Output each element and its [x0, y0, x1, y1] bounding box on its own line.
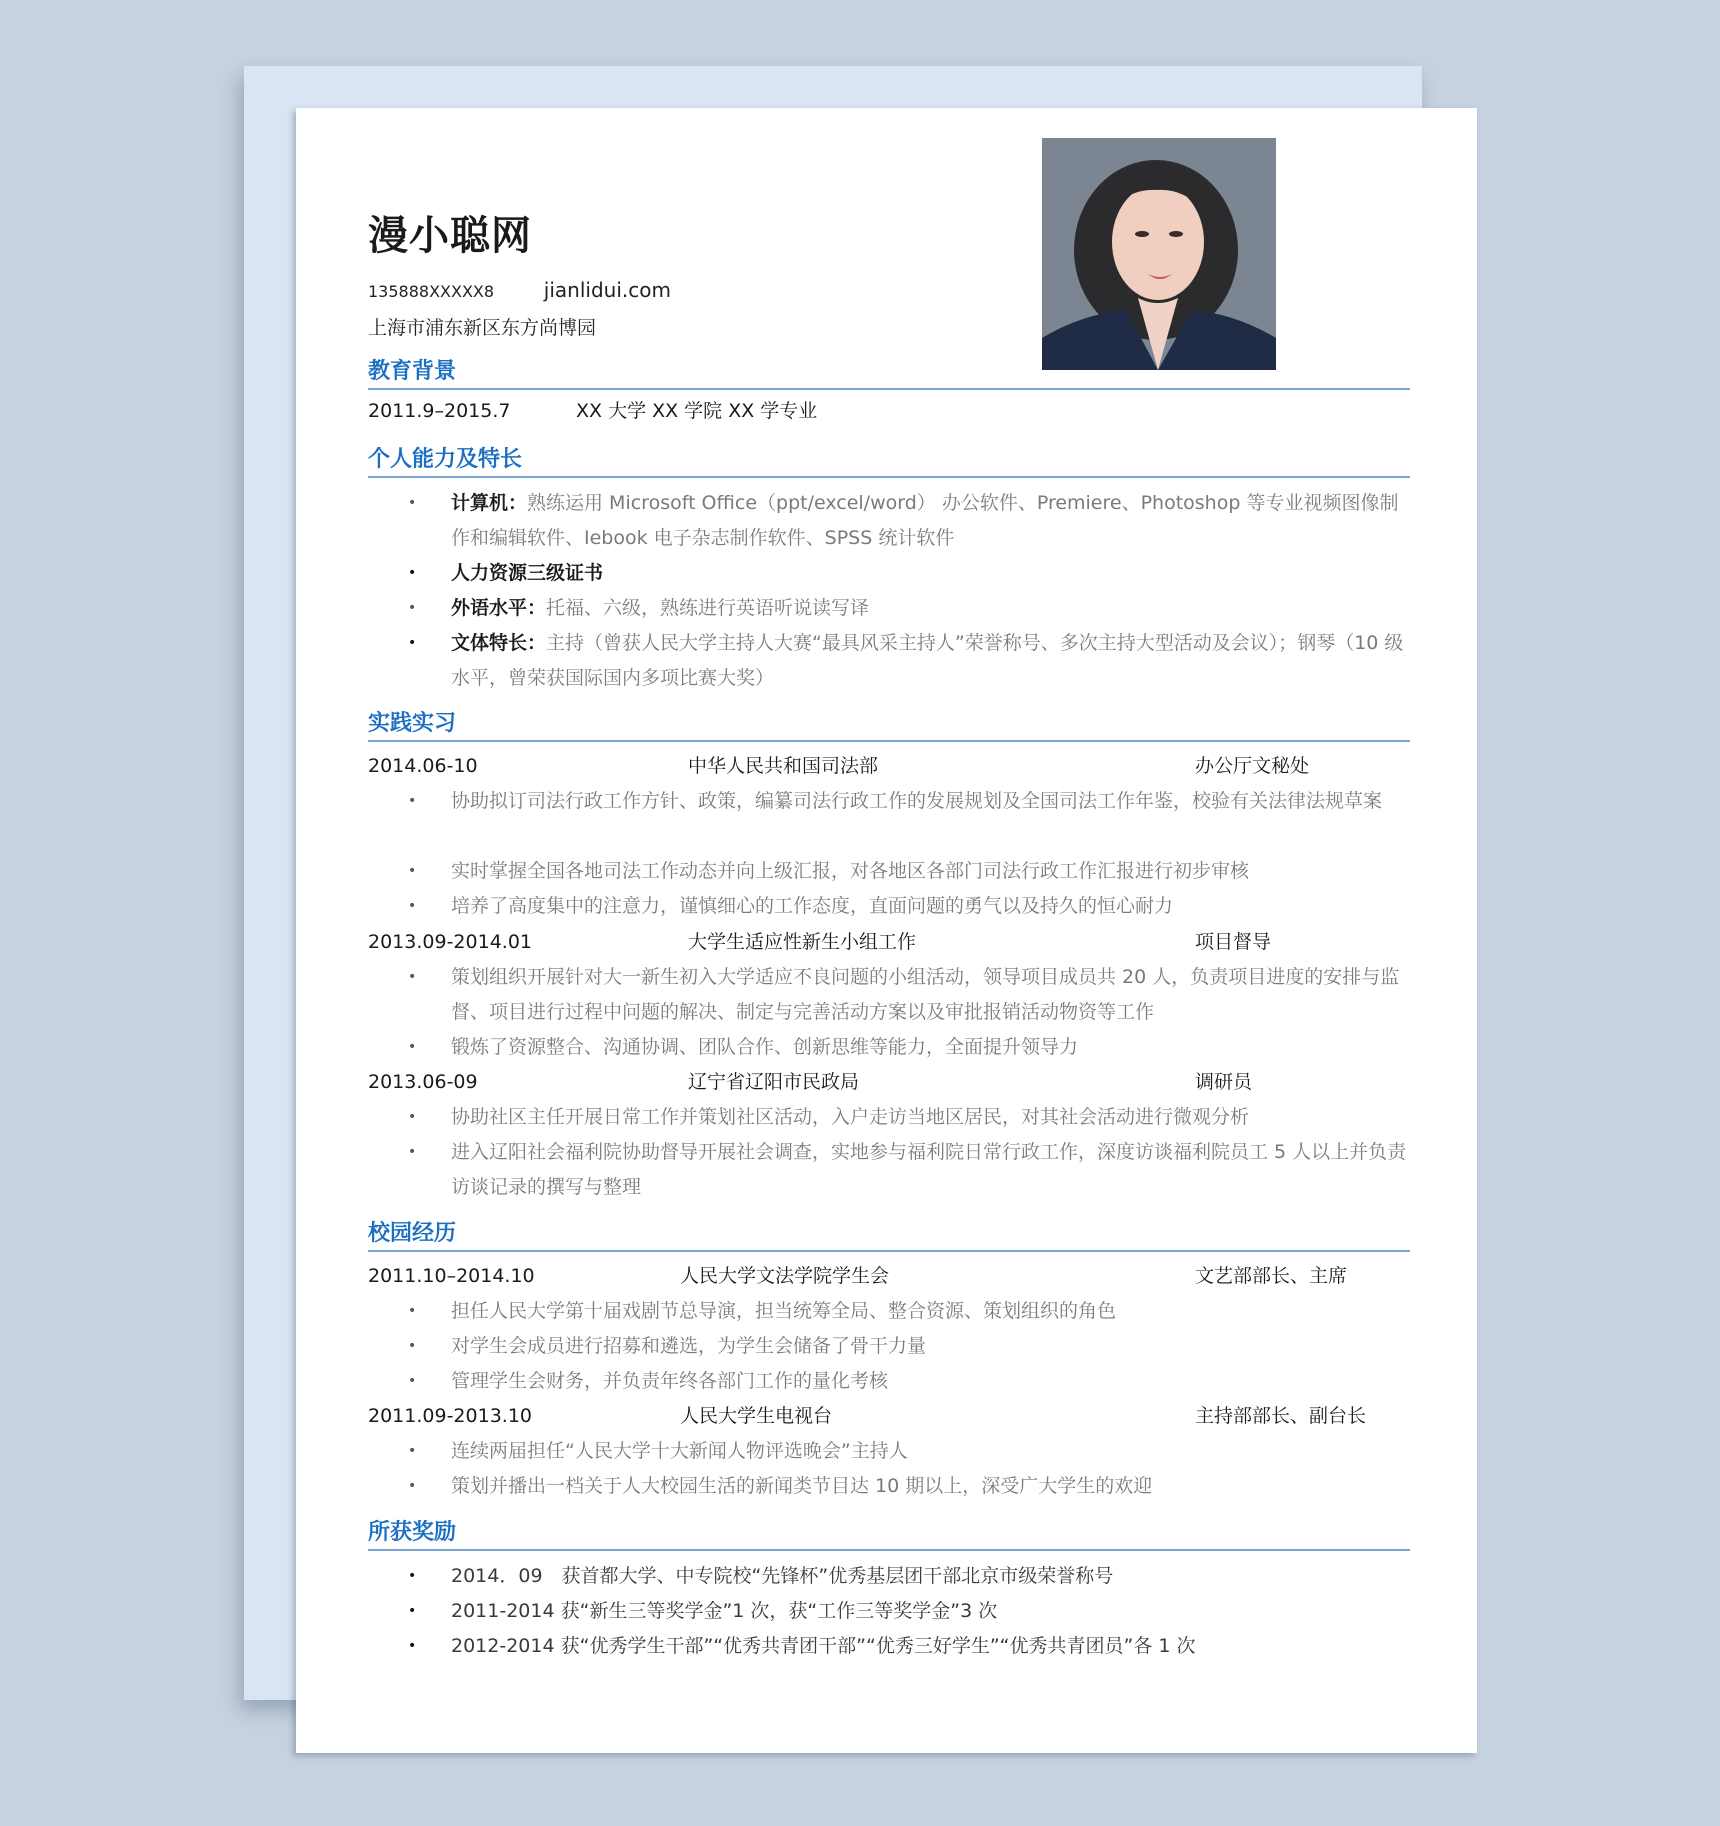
bullet-icon: • [408, 1638, 417, 1654]
entry-date: 2013.09-2014.01 [368, 931, 532, 953]
portrait-image [1042, 138, 1276, 370]
bullet-icon: • [408, 1338, 417, 1354]
entry-org: 辽宁省辽阳市民政局 [688, 1071, 860, 1093]
education-date: 2011.9–2015.7 [368, 400, 511, 422]
bullet-icon: • [408, 1443, 417, 1459]
bullet-icon: • [408, 565, 417, 581]
entry-date: 2011.09-2013.10 [368, 1405, 532, 1427]
profile-photo [1042, 138, 1276, 370]
bullet-icon: • [408, 1478, 417, 1494]
bullet-icon: • [408, 1303, 417, 1319]
address: 上海市浦东新区东方尚博园 [368, 317, 597, 339]
section-title-skills: 个人能力及特长 [368, 446, 1410, 478]
bullet-icon: • [408, 1603, 417, 1619]
section-title-practice: 实践实习 [368, 710, 1410, 742]
education-school: XX 大学 XX 学院 XX 学专业 [576, 400, 818, 422]
entry-role: 文艺部部长、主席 [1195, 1265, 1348, 1287]
entry-date: 2013.06-09 [368, 1071, 478, 1093]
bullet-icon: • [408, 1568, 417, 1584]
entry-role: 调研员 [1195, 1071, 1253, 1093]
bullet-icon: • [408, 793, 417, 809]
entry-date: 2014.06-10 [368, 755, 478, 777]
entry-org: 人民大学文法学院学生会 [680, 1265, 890, 1287]
section-title-awards: 所获奖励 [368, 1519, 1410, 1551]
candidate-name: 漫小聪网 [368, 213, 532, 259]
skill-text: 托福、六级，熟练进行英语听说读写译 [546, 597, 870, 619]
resume-page: 漫小聪网 135888XXXXX8 jianlidui.com 上海市浦东新区东方尚博园 教育背景 2011.9–2015.7 XX 大学 XX 学院 XX 学专业 个人能力及特长 • 计算机：熟练运用 Microsoft Office（ppt/excel/word） 办公软件、Premiere、Photoshop 等专业视频图像制作和编辑软件、Iebook 电子杂志制作软件、SPSS 统计软件 • 人力资源三级证书 • 外语水平：托福、六级，熟练进行英语听说读写译 • 文体特长：主持（曾获人民大学主持人大赛“最具风采主持人”荣誉称号、多次主持大型活动及会议）；钢琴（10 级水平，曾荣获国际国内多项比赛大奖） 实践实习 2014.06-10 中华人民共和国司法部 办公厅文秘处 • 协助拟订司法行政工作方针、政策，编纂司法行政工作的发展规划及全国司法工作年鉴，校验有关法律法规草案 • 实时掌握全国各地司法工作动态并向上级汇报，对各地区各部门司法行政工作汇报进行初步审核 • 培养了高度集中的注意力，谨慎细心的工作态度，直面问题的勇气以及持久的恒心耐力 2013.09-2014.01 大学生适应性新生小组工作 项目督导 • 策划组织开展针对大一新生初入大学适应不良问题的小组活动，领导项目成员共 20 人，负责项目进度的安排与监督、项目进行过程中问题的解决、制定与完善活动方案以及审批报销活动物资等工作 • 锻炼了资源整合、沟通协调、团队合作、创新思维等能力，全面提升领导力 2013.06-09 辽宁省辽阳市民政局 调研员 • 协助社区主任开展日常工作并策划社区活动，入户走访当地区居民，对其社会活动进行微观分析 • 进入辽阳社会福利院协助督导开展社会调查，实地参与福利院日常行政工作，深度访谈福利院员工 5 人以上并负责访谈记录的撰写与整理 校园经历 2011.10–2014.10 人民大学文法学院学生会 文艺部部长、主席 • 担任人民大学第十届戏剧节总导演，担当统筹全局、整合资源、策划组织的角色 • 对学生会成员进行招募和遴选，为学生会储备了骨干力量 • 管理学生会财务，并负责年终各部门工作的量化考核 2011.09-2013.10 人民大学生电视台 主持部部长、副台长 • 连续两届担任“人民大学十大新闻人物评选晚会”主持人 • 策划并播出一档关于人大校园生活的新闻类节目达 10 期以上，深受广大学生的欢迎 所获奖励 • 2014．09 获首都大学、中专院校“先锋杯”优秀基层团干部北京市级荣誉称号 • 2011-2014 获“新生三等奖学金”1 次，获“工作三等奖学金”3 次 • 2012-2014 获“优秀学生干部”“优秀共青团干部”“优秀三好学生”“优秀共青团员”各 1 次 [296, 108, 1477, 1753]
entry-org: 人民大学生电视台 [680, 1405, 833, 1427]
skill-text: 主持（曾获人民大学主持人大赛“最具风采主持人”荣誉称号、多次主持大型活动及会议）；钢琴（10 级水平，曾荣获国际国内多项比赛大奖） [451, 632, 1404, 689]
bullet-icon: • [408, 1039, 417, 1055]
phone-number: 135888XXXXX8 [368, 282, 495, 301]
skill-label: 外语水平： [451, 597, 547, 619]
entry-org: 中华人民共和国司法部 [688, 755, 879, 777]
skill-label: 文体特长： [451, 632, 547, 654]
bullet-icon: • [408, 1109, 417, 1125]
bullet-icon: • [408, 1144, 417, 1160]
section-title-education: 教育背景 [368, 358, 1410, 390]
bullet-icon: • [408, 1373, 417, 1389]
contact-row [368, 278, 671, 302]
entry-org: 大学生适应性新生小组工作 [688, 931, 917, 953]
section-title-campus: 校园经历 [368, 1220, 1410, 1252]
entry-role: 项目督导 [1195, 931, 1272, 953]
website-link[interactable]: jianlidui.com [543, 278, 671, 302]
bullet-icon: • [408, 600, 417, 616]
skill-text: 熟练运用 Microsoft Office（ppt/excel/word） 办公软件、Premiere、Photoshop 等专业视频图像制作和编辑软件、Iebook 电子杂志制作软件、SPSS 统计软件 [451, 492, 1399, 549]
bullet-icon: • [408, 863, 417, 879]
skill-label: 计算机： [451, 492, 528, 514]
bullet-icon: • [408, 969, 417, 985]
bullet-icon: • [408, 495, 417, 511]
bullet-icon: • [408, 635, 417, 651]
bullet-icon: • [408, 898, 417, 914]
skill-label: 人力资源三级证书 [451, 562, 604, 584]
entry-role: 主持部部长、副台长 [1195, 1405, 1367, 1427]
entry-date: 2011.10–2014.10 [368, 1265, 535, 1287]
entry-role: 办公厅文秘处 [1195, 755, 1310, 777]
